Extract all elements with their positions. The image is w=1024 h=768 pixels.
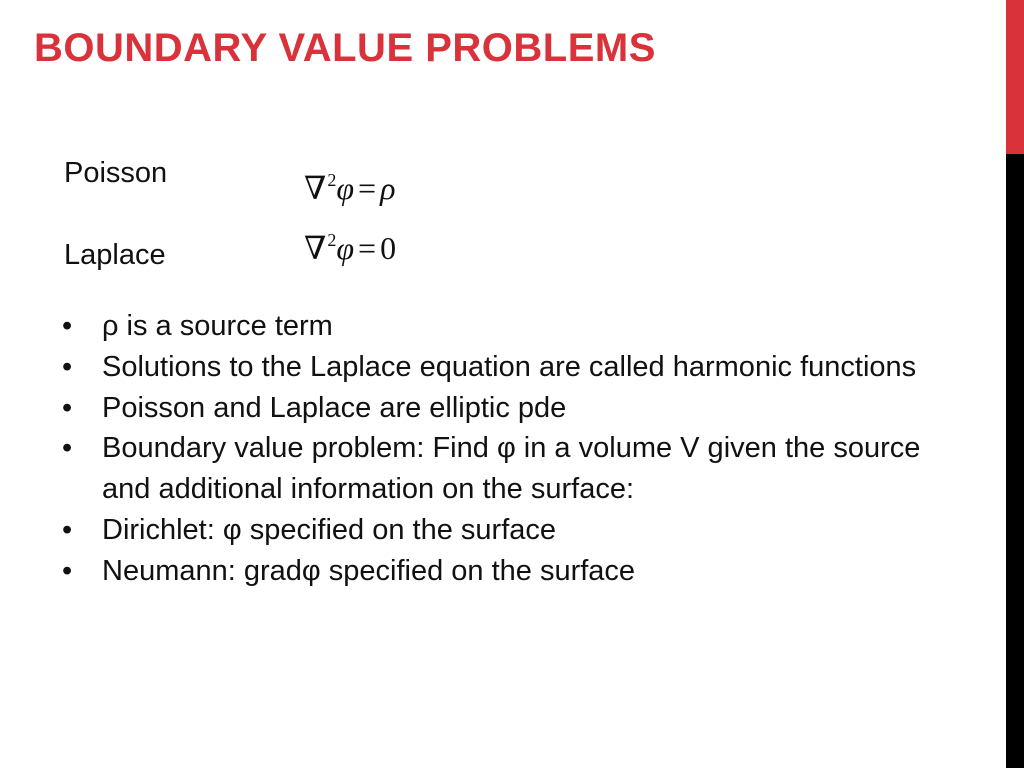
zero-value: 0 xyxy=(380,230,397,266)
laplace-label: Laplace xyxy=(64,239,166,271)
bullet-item xyxy=(62,388,942,429)
rho-variable: ρ xyxy=(380,170,396,206)
side-accent-bar xyxy=(1006,0,1024,768)
bullet-dot: • xyxy=(62,432,73,465)
equals-sign: = xyxy=(358,230,377,266)
phi-variable: φ xyxy=(336,230,355,266)
side-accent-bar-dark-segment xyxy=(1006,154,1024,768)
nabla-symbol: ∇ xyxy=(304,170,327,206)
bullet-text: Poisson and Laplace are elliptic pde xyxy=(102,391,567,424)
bullet-item xyxy=(62,347,942,388)
equals-sign: = xyxy=(358,170,377,206)
bullet-text: Solutions to the Laplace equation are called harmonic functions xyxy=(102,350,917,383)
bullet-text: Dirichlet: φ specified on the surface xyxy=(102,513,557,546)
bullet-dot: • xyxy=(62,391,73,424)
bullet-text: Neumann: gradφ specified on the surface xyxy=(102,554,636,587)
poisson-equation xyxy=(304,168,395,213)
phi-variable: φ xyxy=(336,170,355,206)
bullet-item xyxy=(62,510,942,551)
nabla-symbol: ∇ xyxy=(304,230,327,266)
bullet-list xyxy=(62,306,942,592)
bullet-item xyxy=(62,551,942,592)
bullet-dot: • xyxy=(62,310,73,342)
bullet-text: Boundary value problem: Find φ in a volume V given the source and additional information on the surface: xyxy=(102,432,921,506)
bullet-item xyxy=(62,428,942,510)
laplace-equation xyxy=(304,228,396,273)
poisson-label: Poisson xyxy=(64,157,168,189)
bullet-dot: • xyxy=(62,513,73,546)
slide-title: BOUNDARY VALUE PROBLEMS xyxy=(34,26,656,70)
exponent: 2 xyxy=(327,230,337,250)
bullet-dot: • xyxy=(62,554,73,587)
bullet-dot: • xyxy=(62,350,73,383)
bullet-item xyxy=(62,306,942,347)
side-accent-bar-red-segment xyxy=(1006,0,1024,154)
bullet-text: ρ is a source term xyxy=(102,310,333,342)
exponent: 2 xyxy=(327,170,337,190)
